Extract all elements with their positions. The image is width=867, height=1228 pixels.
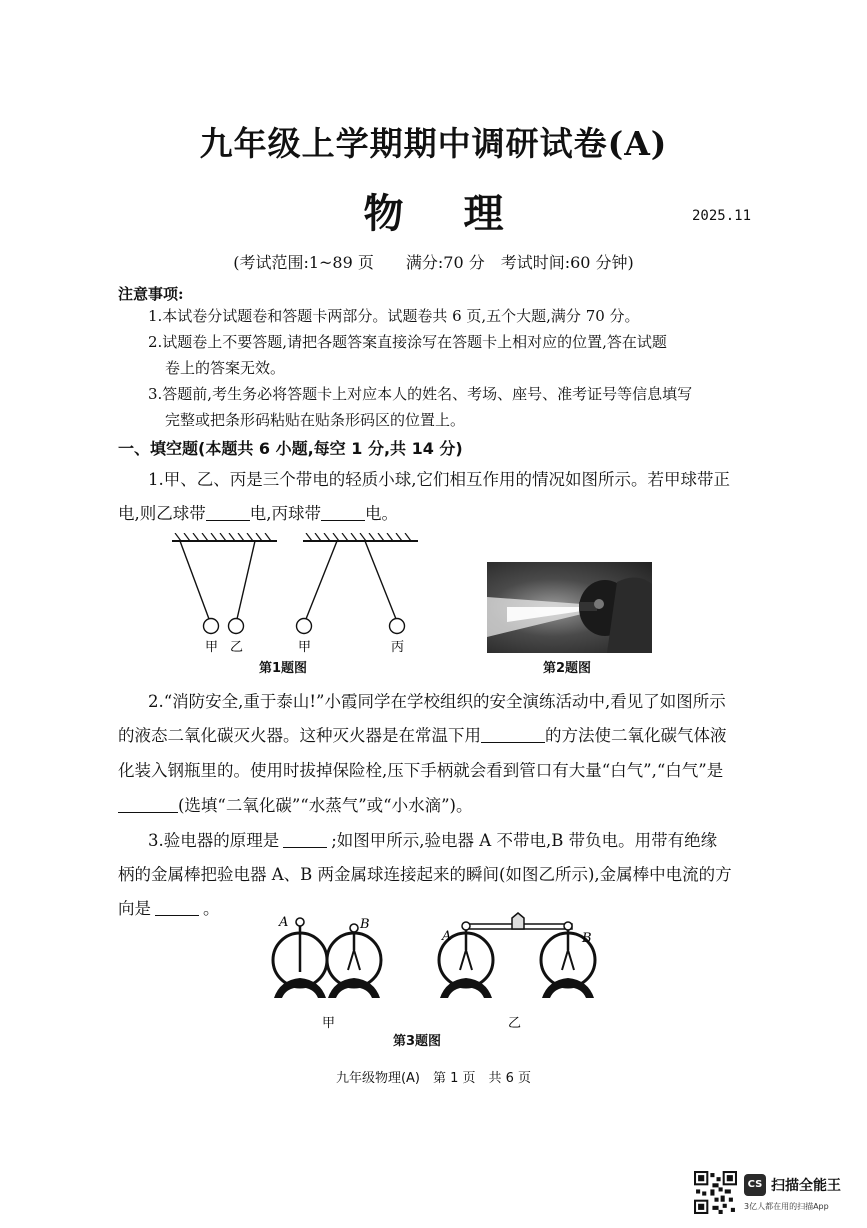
camscanner-tagline: 3亿人都在用的扫描App (744, 1202, 829, 1211)
page-footer: 九年级物理(A) 第 1 页 共 6 页 (335, 1071, 532, 1086)
q1-line1: 1.甲、乙、丙是三个带电的轻质小球,它们相互作用的情况如图所示。若甲球带正 (148, 470, 730, 489)
label-jia-1: 甲 (205, 640, 219, 655)
subject-title: 物理 (363, 190, 564, 237)
metal-rod (462, 913, 572, 930)
qr-code-icon (694, 1171, 737, 1214)
label-yi-fig3: 乙 (508, 1016, 522, 1031)
q3-line2: 柄的金属棒把验电器 A、B 两金属球连接起来的瞬间(如图乙所示),金属棒中电流的方 (118, 865, 732, 884)
q3-text-d: 。 (203, 899, 220, 918)
electroscope-b-jia (327, 924, 381, 998)
note-item: 1.本试卷分试题卷和答题卡两部分。试题卷共 6 页,五个大题,满分 70 分。 (148, 307, 640, 325)
q2-blank-1[interactable] (481, 726, 545, 744)
figure-3-caption: 第3题图 (393, 1034, 442, 1049)
q1-blank-2[interactable] (321, 504, 365, 522)
exam-date: 2025.11 (692, 208, 752, 224)
label-a-jia: A (279, 915, 289, 930)
q3-text-a: 3.验电器的原理是 (148, 831, 280, 850)
camscanner-logo-icon: CS (744, 1174, 766, 1196)
figure-3-electroscopes (268, 910, 608, 1035)
q2-line4 (118, 792, 473, 816)
q1-text-c: 电。 (365, 504, 398, 523)
notes-heading: 注意事项: (118, 285, 184, 303)
camscanner-app-name: 扫描全能王 (771, 1178, 841, 1194)
note-item: 3.答题前,考生务必将答题卡上对应本人的姓名、考场、座号、准考证号等信息填写 (148, 385, 693, 403)
q1-text-b: 电,丙球带 (249, 504, 321, 523)
q2-blank-2[interactable] (118, 796, 178, 814)
q3-blank-1[interactable] (283, 831, 327, 849)
figure-1-pendulums (165, 533, 450, 668)
q3-text-c: 向是 (118, 899, 151, 918)
q2-line1: 2.“消防安全,重于泰山!”小霞同学在学校组织的安全演练活动中,看见了如图所示 (148, 692, 726, 711)
q3-line3 (118, 895, 220, 919)
q2-text-a: 的液态二氧化碳灭火器。这种灭火器是在常温下用 (118, 726, 481, 745)
figure-1-caption: 第1题图 (259, 661, 308, 676)
ball-jia-1 (204, 619, 219, 634)
ball-yi (229, 619, 244, 634)
exam-info: (考试范围:1~89 页 满分:70 分 考试时间:60 分钟) (233, 253, 634, 272)
q2-line3: 化装入钢瓶里的。使用时拔掉保险栓,压下手柄就会看到管口有大量“白气”,“白气”是 (118, 761, 724, 780)
q1-text-a: 电,则乙球带 (118, 504, 206, 523)
label-yi: 乙 (230, 640, 244, 655)
q2-text-c: (选填“二氧化碳”“水蒸气”或“小水滴”)。 (178, 796, 473, 815)
label-jia-2: 甲 (298, 640, 312, 655)
extinguisher-spray-image (487, 562, 652, 653)
q3-text-b: ;如图甲所示,验电器 A 不带电,B 带负电。用带有绝缘 (331, 831, 718, 850)
note-item: 卷上的答案无效。 (165, 359, 286, 377)
label-b-yi: B (582, 931, 592, 946)
q3-line1 (148, 827, 717, 851)
exam-title: 九年级上学期期中调研试卷(A) (199, 124, 668, 163)
q1-line2 (118, 500, 398, 524)
electroscope-a-jia (273, 918, 327, 998)
q1-blank-1[interactable] (206, 504, 250, 522)
note-item: 2.试题卷上不要答题,请把各题答案直接涂写在答题卡上相对应的位置,答在试题 (148, 333, 667, 351)
q2-text-b: 的方法使二氧化碳气体液 (545, 726, 727, 745)
string-d (365, 541, 396, 619)
label-jia-fig3: 甲 (322, 1016, 336, 1031)
note-item: 完整或把条形码粘贴在贴条形码区的位置上。 (165, 411, 466, 429)
string-b (237, 541, 255, 619)
section-heading: 一、填空题(本题共 6 小题,每空 1 分,共 14 分) (118, 439, 463, 458)
ball-bing (390, 619, 405, 634)
figure-2-caption: 第2题图 (543, 661, 592, 676)
string-c (306, 541, 337, 619)
string-a (180, 541, 209, 619)
label-a-yi: A (442, 929, 452, 944)
q2-line2 (118, 722, 727, 746)
label-b-jia: B (360, 917, 370, 932)
figure-2-photo (487, 562, 652, 653)
label-bing: 丙 (391, 640, 405, 655)
q3-blank-2[interactable] (155, 899, 199, 917)
ball-jia-2 (297, 619, 312, 634)
